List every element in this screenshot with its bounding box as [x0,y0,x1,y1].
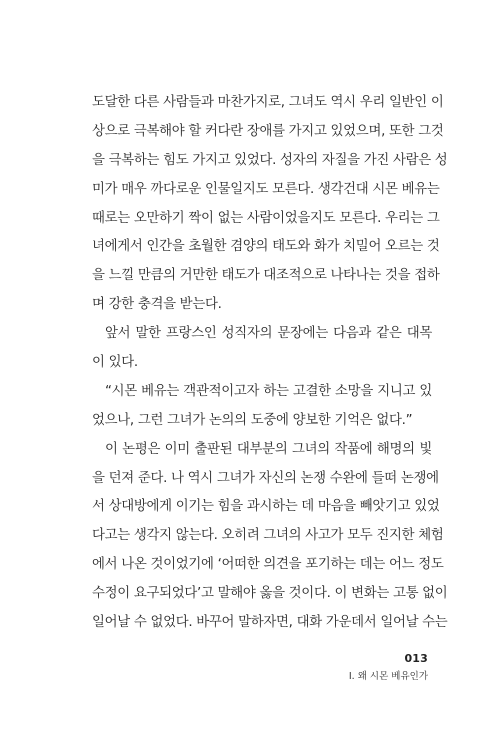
text-line: 며 강한 충격을 받는다. [92,297,222,313]
text-line: 녀에게서 인간을 초월한 겸양의 태도와 화가 치밀어 오르는 것 [92,239,440,255]
text-line: 때로는 오만하기 짝이 없는 사람이었을지도 모른다. 우리는 그 [92,210,440,226]
text-line: 미가 매우 까다로운 인물일지도 모른다. 생각건대 시몬 베유는 [92,181,440,197]
quote-line: 었으나, 그런 그녀가 논의의 도중에 양보한 기억은 없다.” [92,412,413,428]
text-line: 을 던져 준다. 나 역시 그녀가 자신의 논쟁 수완에 들떠 논쟁에 [92,470,439,486]
text-line: 이 논평은 이미 출판된 대부분의 그녀의 작품에 해명의 빛 [105,441,432,457]
body-text [92,89,448,638]
text-line: 도달한 다른 사람들과 마찬가지로, 그녀도 역시 우리 일반인 이 [92,95,444,110]
quote-line: “시몬 베유는 객관적이고자 하는 고결한 소망을 지니고 있 [105,383,432,399]
running-footer-chapter: Ⅰ. 왜 시몬 베유인가 [348,671,428,682]
text-line: 을 극복하는 힘도 가지고 있었다. 성자의 자질을 가진 사람은 성 [92,152,448,168]
page-number: 013 [404,652,428,665]
text-line: 상으로 극복해야 할 커다란 장애를 가지고 있었으며, 또한 그것 [92,123,444,139]
text-line: 이 있다. [92,355,138,371]
text-line: 수정이 요구되었다’고 말해야 옳을 것이다. 이 변화는 고통 없이 [92,586,448,602]
text-line: 서 상대방에게 이기는 힘을 과시하는 데 마음을 빼앗기고 있었 [92,499,440,515]
text-line: 다고는 생각지 않는다. 오히려 그녀의 사고가 모두 진지한 체험 [92,528,444,544]
text-line: 을 느낄 만큼의 거만한 태도가 대조적으로 나타나는 것을 접하 [92,268,440,284]
text-line: 앞서 말한 프랑스인 성직자의 문장에는 다음과 같은 대목 [105,326,432,342]
text-line: 에서 나온 것이었기에 ‘어떠한 의견을 포기하는 데는 어느 정도 [92,557,444,573]
text-line: 일어날 수 없었다. 바꾸어 말하자면, 대화 가운데서 일어날 수는 [92,615,448,631]
